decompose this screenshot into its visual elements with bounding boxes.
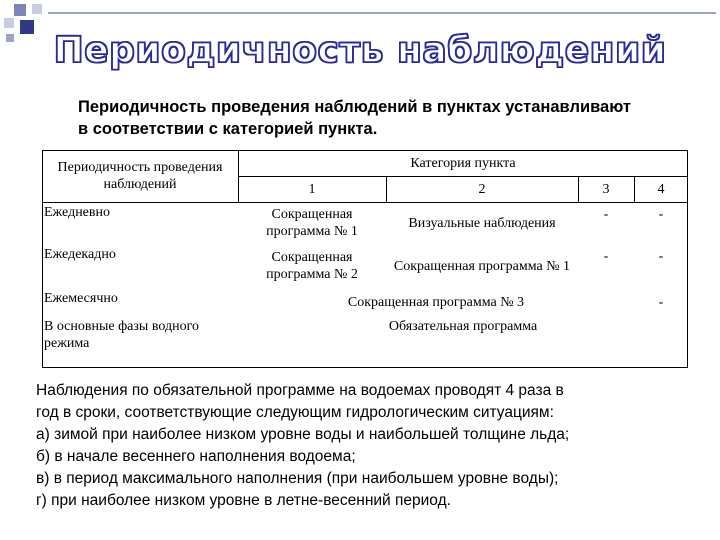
note-line: Наблюдения по обязательной программе на водоемах проводят 4 раза в — [36, 382, 564, 399]
slide-title: Периодичность наблюдений — [53, 30, 667, 71]
divider — [386, 176, 387, 202]
category-2: 2 — [478, 181, 486, 197]
cell: - — [658, 295, 664, 310]
row-label: Ежедекадно — [44, 247, 116, 262]
category-header: Категория пункта — [410, 155, 516, 171]
category-4: 4 — [657, 181, 665, 197]
table-row — [42, 244, 688, 288]
row-label: В основные фазы водного режима — [44, 319, 199, 351]
cell: Визуальные наблюдения — [408, 215, 556, 231]
note-line: б) в начале весеннего наполнения водоема; — [36, 448, 356, 465]
table-row — [42, 316, 688, 368]
divider — [634, 176, 635, 202]
intro-text: Периодичность проведения наблюдений в пунктах устанавливают в соответствии с категорией пункта. — [78, 98, 631, 138]
note-line: год в сроки, соответствующие следующим гидрологическим ситуациям: — [36, 404, 554, 421]
table-row — [42, 288, 688, 316]
cell: - — [658, 249, 664, 264]
category-1: 1 — [308, 181, 316, 197]
merged-cell: Сокращенная программа № 3 — [347, 294, 525, 310]
cell: Сокращенная программа № 1 — [266, 207, 358, 239]
divider — [238, 150, 239, 202]
cell: - — [603, 249, 609, 264]
header-rule — [48, 12, 716, 14]
observation-notes — [36, 380, 712, 512]
cell: Сокращенная программа № 1 — [393, 258, 571, 274]
note-line: в) в период максимального наполнения (при наибольшем уровне воды); — [36, 470, 559, 487]
cell: Сокращенная программа № 2 — [266, 250, 358, 282]
merged-cell: Обязательная программа — [388, 319, 538, 334]
category-3: 3 — [602, 181, 610, 197]
cell: - — [658, 207, 664, 222]
note-line: г) при наиболее низком уровне в летне-весенний период. — [36, 492, 451, 509]
cell: - — [603, 207, 609, 222]
row-header-cell: Периодичность проведения наблюдений — [57, 160, 223, 192]
row-label: Ежедневно — [44, 205, 111, 220]
divider — [238, 176, 688, 177]
row-label: Ежемесячно — [44, 291, 118, 306]
divider — [42, 202, 688, 203]
note-line: а) зимой при наиболее низком уровне воды и наибольшей толщине льда; — [36, 426, 570, 443]
divider — [578, 176, 579, 202]
table-row — [42, 202, 688, 244]
